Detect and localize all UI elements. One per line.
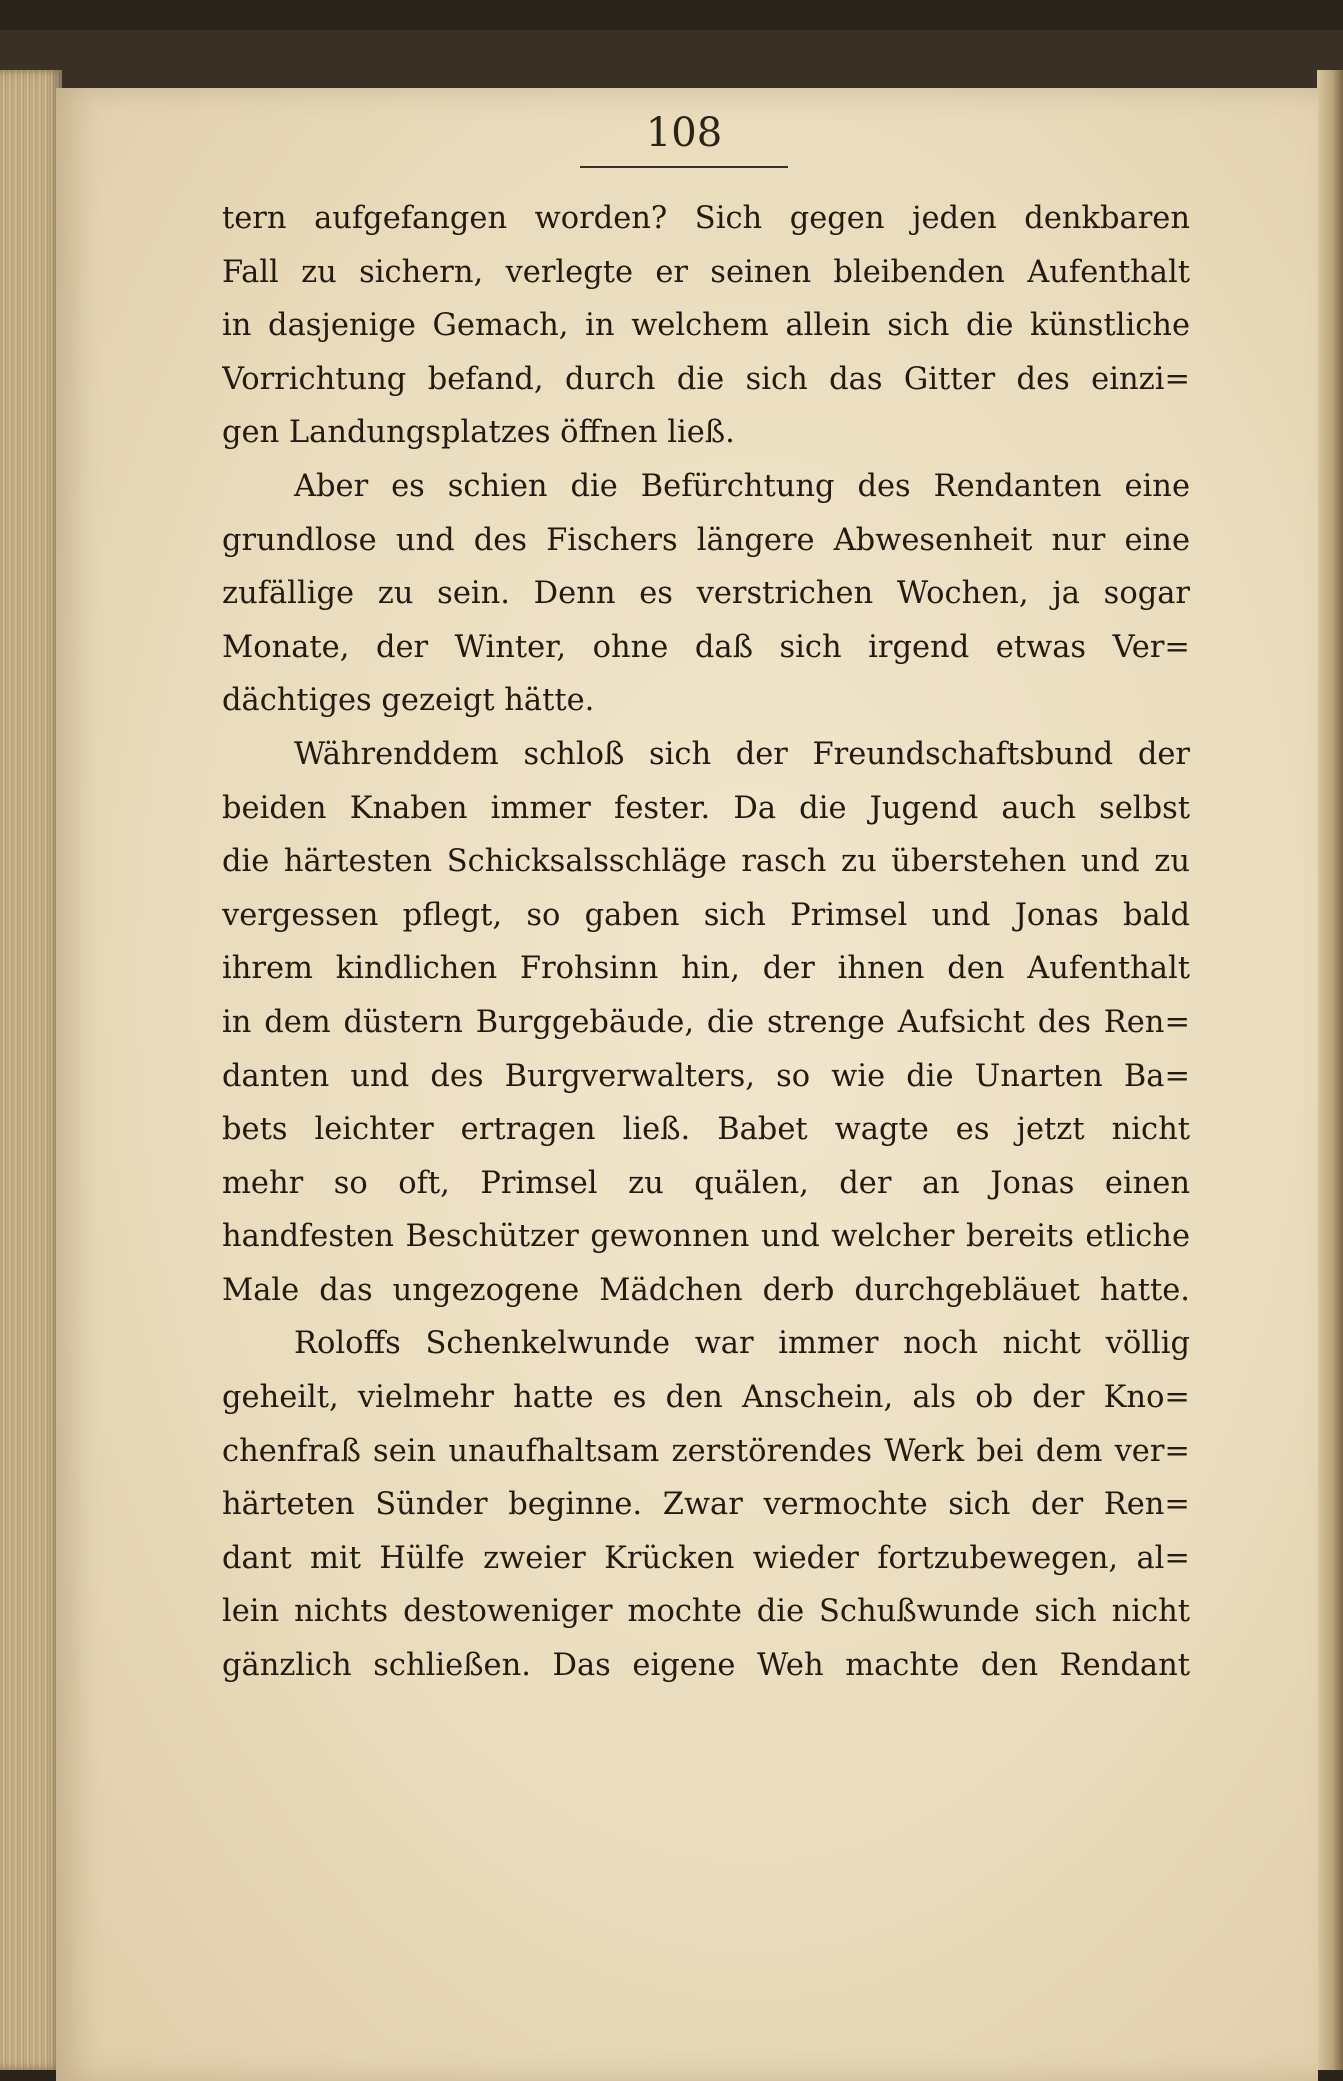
text-line: Aber es schien die Befürchtung des Rendanten eine bbox=[294, 468, 1190, 504]
text-line: handfesten Beschützer gewonnen und welcher bereits etliche bbox=[222, 1219, 1190, 1255]
right-page-edge bbox=[1317, 70, 1343, 2070]
page-body-text bbox=[222, 192, 1190, 1693]
text-line: beiden Knaben immer fester. Da die Jugend auch selbst bbox=[222, 790, 1190, 826]
text-line: Vorrichtung befand, durch die sich das Gitter des einzi= bbox=[222, 361, 1190, 397]
text-line: chenfraß sein unaufhaltsam zerstörendes Werk bei dem ver= bbox=[222, 1433, 1190, 1469]
text-line: gänzlich schließen. Das eigene Weh machte den Rendant bbox=[222, 1648, 1190, 1684]
text-line: ihrem kindlichen Frohsinn hin, der ihnen den Aufenthalt bbox=[222, 951, 1190, 987]
text-line: die härtesten Schicksalsschläge rasch zu überstehen und zu bbox=[222, 844, 1190, 880]
text-line: Währenddem schloß sich der Freundschaftsbund der bbox=[294, 736, 1190, 772]
text-line: tern aufgefangen worden? Sich gegen jeden denkbaren bbox=[222, 201, 1190, 236]
page-number: 108 bbox=[645, 110, 723, 156]
text-line: zufällige zu sein. Denn es verstrichen Wochen, ja sogar bbox=[222, 576, 1190, 612]
text-line: Monate, der Winter, ohne daß sich irgend etwas Ver= bbox=[222, 629, 1190, 665]
text-line: Roloffs Schenkelwunde war immer noch nicht völlig bbox=[294, 1326, 1190, 1362]
text-line: geheilt, vielmehr hatte es den Anschein, als ob der Kno= bbox=[222, 1380, 1190, 1416]
text-line: härteten Sünder beginne. Zwar vermochte sich der Ren= bbox=[222, 1487, 1190, 1523]
text-line: dächtiges gezeigt hätte. bbox=[222, 683, 595, 719]
text-line: bets leichter ertragen ließ. Babet wagte es jetzt nicht bbox=[222, 1112, 1190, 1148]
page-edges bbox=[0, 70, 62, 2070]
text-line: mehr so oft, Primsel zu quälen, der an Jonas einen bbox=[222, 1165, 1190, 1201]
text-line: grundlose und des Fischers längere Abwesenheit nur eine bbox=[222, 522, 1190, 558]
header-rule bbox=[580, 166, 788, 168]
text-line: dant mit Hülfe zweier Krücken wieder fortzubewegen, al= bbox=[222, 1540, 1190, 1576]
text-line: vergessen pflegt, so gaben sich Primsel und Jonas bald bbox=[222, 897, 1190, 933]
text-line: Fall zu sichern, verlegte er seinen bleibenden Aufenthalt bbox=[222, 254, 1190, 290]
text-line: Male das ungezogene Mädchen derb durchgebläuet hatte. bbox=[222, 1272, 1190, 1308]
text-line: gen Landungsplatzes öffnen ließ. bbox=[222, 415, 735, 451]
text-line: in dem düstern Burggebäude, die strenge Aufsicht des Ren= bbox=[222, 1004, 1190, 1040]
text-line: in dasjenige Gemach, in welchem allein sich die künstliche bbox=[222, 308, 1190, 344]
text-line: danten und des Burgverwalters, so wie die Unarten Ba= bbox=[222, 1058, 1190, 1094]
text-line: lein nichts destoweniger mochte die Schußwunde sich nicht bbox=[222, 1594, 1190, 1630]
